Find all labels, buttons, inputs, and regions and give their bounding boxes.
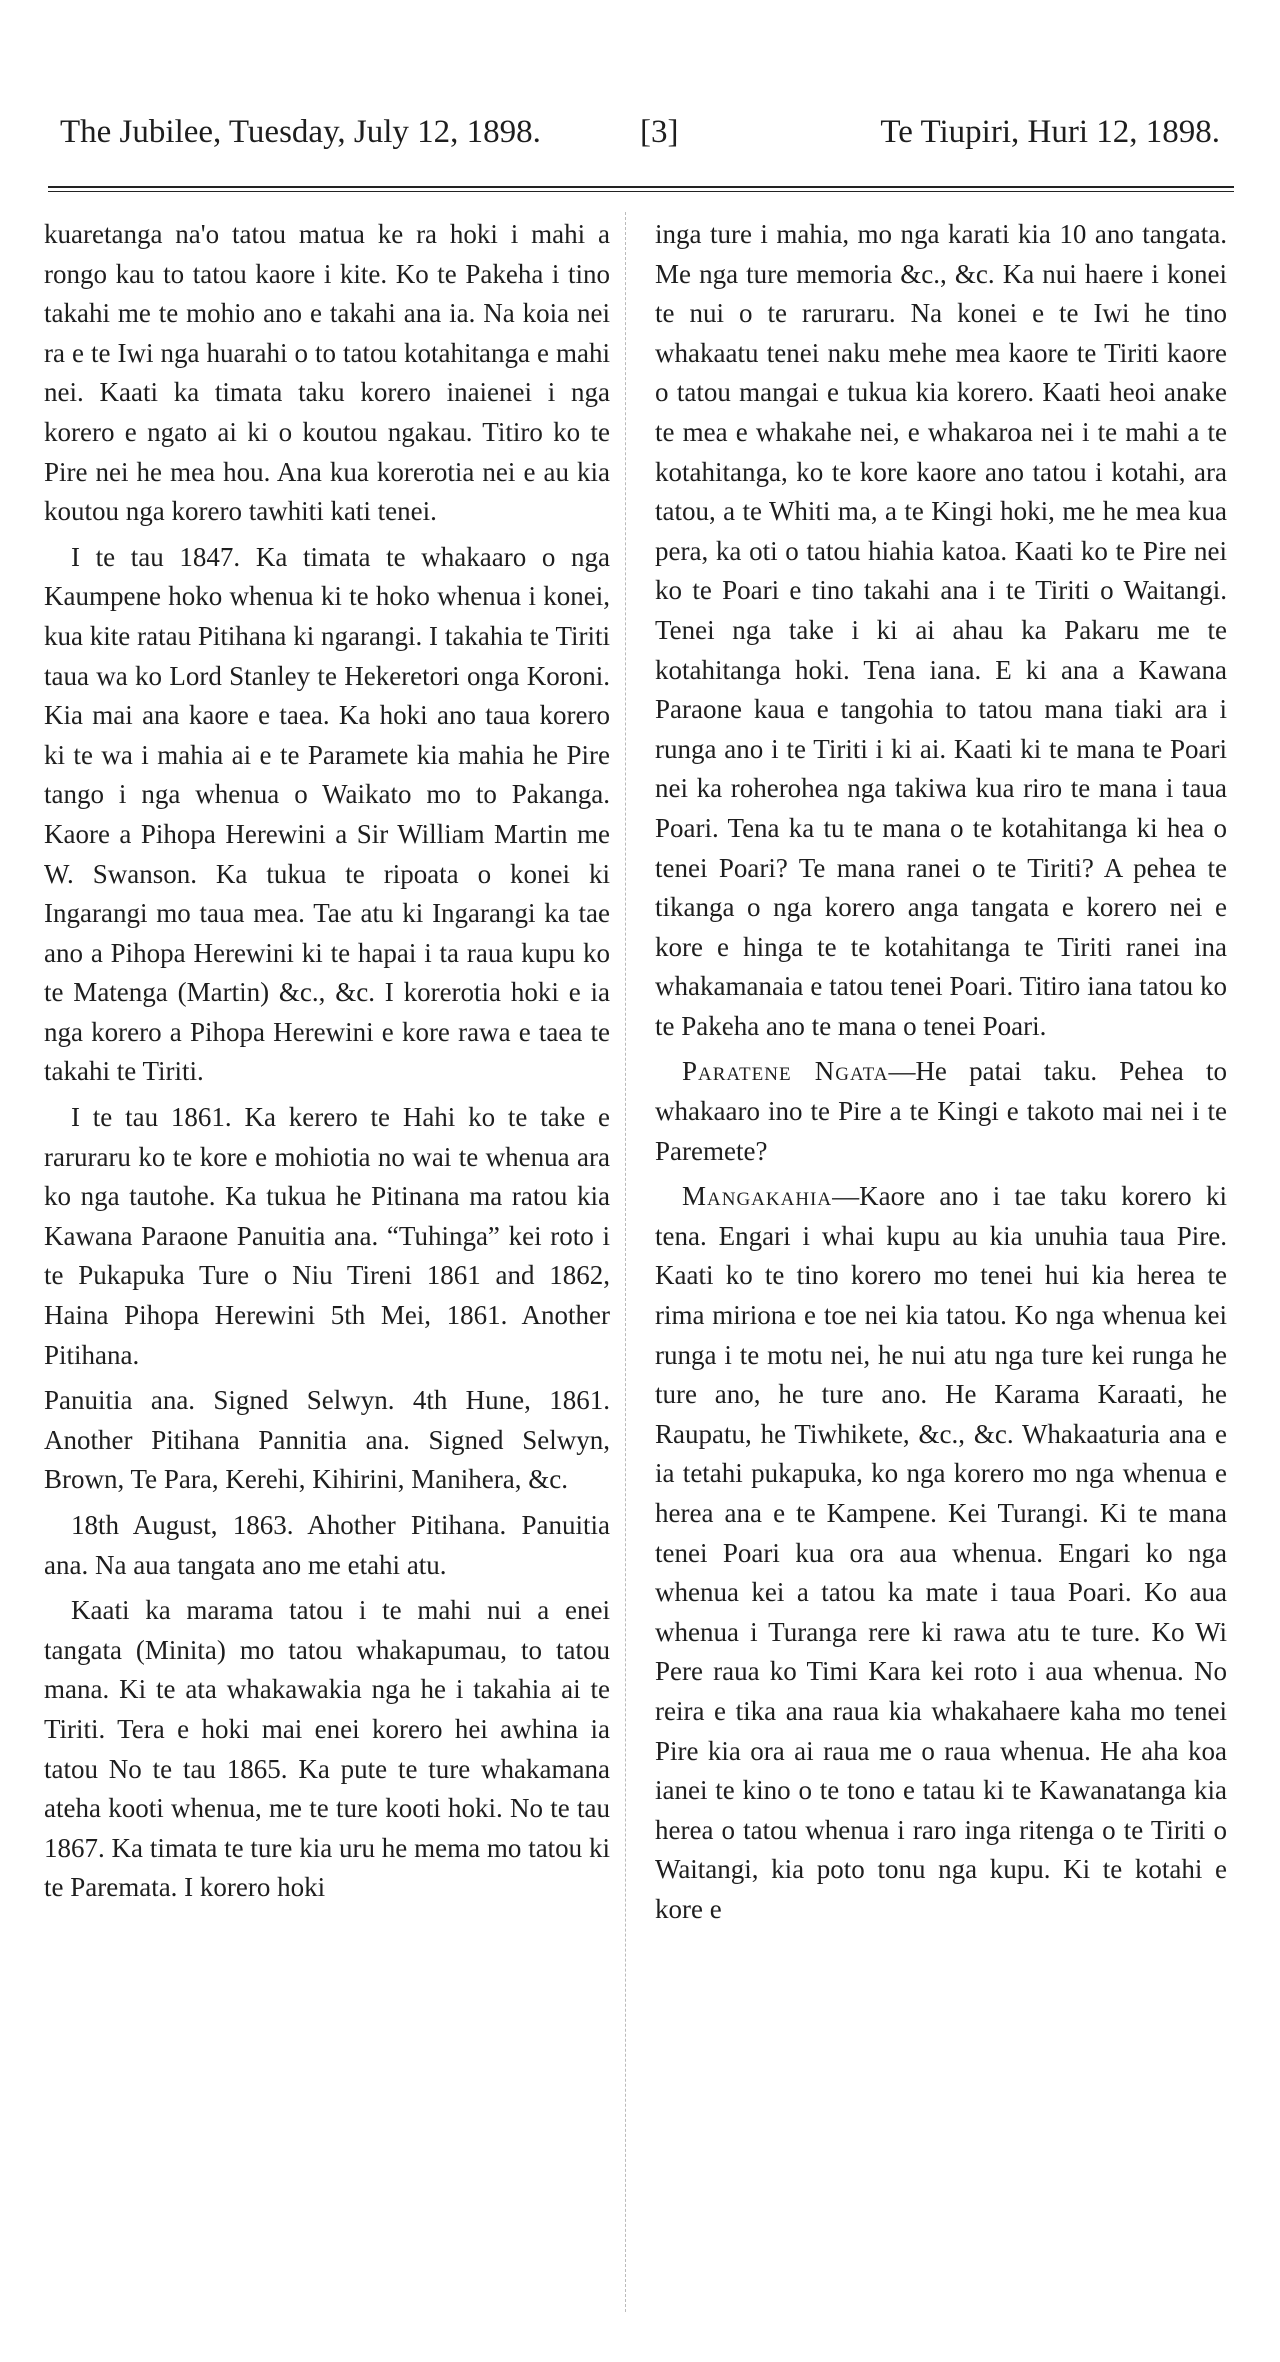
header-date-english: The Jubilee, Tuesday, July 12, 1898. [60, 114, 541, 150]
paragraph: I te tau 1847. Ka timata te whakaaro o nga Kaumpene hoko whenua ki te hoko whenua i konei, kua kite ratau Pitihana ki ngarangi. I takahia te Tiriti taua wa ko Lord Stanley te Hekeretori onga Koroni. Kia mai ana kaore e taea. Ka hoki ano taua korero ki te wa i mahia ai e te Paramete kia mahia he Pire tango i nga whenua o Waikato mo to Pakanga. Kaore a Pihopa Herewini a Sir William Martin me W. Swanson. Ka tukua te ripoata o konei ki Ingarangi mo taua mea. Tae atu ki Ingarangi ka tae ano a Pihopa Herewini ki te hapai i ta raua kupu ko te Matenga (Martin) &c., &c. I korerotia hoki e ia nga korero a Pihopa Herewini e kore rawa e taea te takahi te Tiriti. [44, 541, 610, 1087]
speaker-text: —He patai taku. Pehea to whakaaro ino te Pire a te Kingi e takoto mai nei i te Paremete? [655, 1056, 1227, 1166]
paragraph [655, 1177, 1227, 1929]
paragraph: inga ture i mahia, mo nga karati kia 10 ano tangata. Me nga ture memoria &c., &c. Ka nui haere i konei te nui o te raruraru. Na konei e te Iwi he tino whakaatu tenei naku mehe mea kaore te Tiriti kaore o tatou mangai e tukua kia korero. Kaati heoi anake te mea e whakahe nei, e whakaroa nei i te mahi a te kotahitanga, ko te kore kaore ano tatou i kotahi, ara tatou, a te Whiti ma, a te Kingi hoki, me he mea kua pera, ka oti o tatou hiahia katoa. Kaati ko te Pire nei ko te Poari e tino takahi ana i te Tiriti o Waitangi. Tenei nga take i ki ai ahau ka Pakaru me te kotahitanga hoki. Tena iana. E ki ana a Kawana Paraone kaua e tangohia to tatou mana tiaki ara i runga ano i te Tiriti i ki ai. Kaati ki te mana te Poari nei ka roherohea nga takiwa kua riro te mana i taua Poari. Tena ka tu te mana o te kotahitanga ki hea o tenei Poari? Te mana ranei o te Tiriti? A pehea te tikanga o nga korero anga tangata e korero nei e kore e hinga te te kotahitanga te Tiriti ranei ina whakamanaia e tatou tenei Poari. Titiro iana tatou ko te Pakeha ano te mana o tenei Poari. [655, 219, 1227, 1041]
paragraph: kuaretanga na'o tatou matua ke ra hoki i mahi a rongo kau to tatou kaore i kite. Ko te Pakeha i tino takahi me te mohio ano e takahi ana ia. Na koia nei ra e te Iwi nga huarahi o to tatou kotahitanga e mahi nei. Kaati ka timata taku korero inaienei i nga korero e ngato ai ki o koutou ngakau. Titiro ko te Pire nei he mea hou. Ana kua korerotia nei e au kia koutou nga korero tawhiti kati tenei. [44, 219, 610, 527]
paragraph: Kaati ka marama tatou i te mahi nui a enei tangata (Minita) mo tatou whakapumau, to tatou mana. Ki te ata whakawakia nga he i takahia ai te Tiriti. Tera e hoki mai enei korero hei awhina ia tatou No te tau 1865. Ka pute te ture whakamana ateha kooti whenua, me te ture kooti hoki. No te tau 1867. Ka timata te ture kia uru he mema mo tatou ki te Paremata. I korero hoki [44, 1595, 610, 1903]
paragraph: 18th August, 1863. Ahother Pitihana. Panuitia ana. Na aua tangata ano me etahi atu. [44, 1510, 610, 1580]
page-number: [3] [640, 114, 679, 150]
right-column [655, 215, 1227, 1936]
speaker-name: Mangakahia [682, 1181, 833, 1212]
speaker-name: Paratene Ngata [682, 1056, 889, 1087]
paragraph: I te tau 1861. Ka kerero te Hahi ko te take e raruraru ko te kore e mohiotia no wai te whenua ara ko nga tautohe. Ka tukua he Pitinana ma ratou kia Kawana Paraone Panuitia ana. “Tuhinga” kei roto i te Pukapuka Ture o Niu Tireni 1861 and 1862, Haina Pihopa Herewini 5th Mei, 1861. Another Pitihana. [44, 1102, 610, 1370]
header-rule [48, 186, 1234, 188]
column-divider [625, 212, 626, 2312]
left-column [44, 215, 610, 1914]
speaker-text: —Kaore ano i tae taku korero ki tena. Engari i whai kupu au kia unuhia taua Pire. Kaati ko te tino korero mo tenei hui kia herea te rima miriona e toe nei kia tatou. Ko nga whenua kei runga i te motu nei, he nui atu nga ture kei runga he ture ano, he ture ano. He Karama Karaati, he Raupatu, he Tiwhikete, &c., &c. Whakaaturia ana e ia tetahi pukapuka, ko nga korero mo nga whenua e herea ana e te Kampene. Kei Turangi. Ki te mana tenei Poari kua ora aua whenua. Engari ko nga whenua kei a tatou ka mate i taua Poari. Ko aua whenua i Turanga rere ki rawa atu te ture. Ko Wi Pere raua ko Timi Kara kei roto i aua whenua. No reira e tika ana raua kia whakahaere kaha mo tenei Pire kia ora ai raua me o raua whenua. He aha koa ianei te kino o te tono e tatau ki te Kawanatanga kia herea o tatou whenua i raro inga ritenga o te Tiriti o Waitangi, kia poto tonu nga kupu. Ki te kotahi e kore e [655, 1181, 1227, 1924]
paragraph: Panuitia ana. Signed Selwyn. 4th Hune, 1861. Another Pitihana Pannitia ana. Signed Selwyn, Brown, Te Para, Kerehi, Kihirini, Manihera, &c. [44, 1385, 610, 1495]
header-date-maori: Te Tiupiri, Huri 12, 1898. [880, 114, 1220, 150]
header-rule-thin [48, 191, 1234, 192]
paragraph [655, 1052, 1227, 1171]
